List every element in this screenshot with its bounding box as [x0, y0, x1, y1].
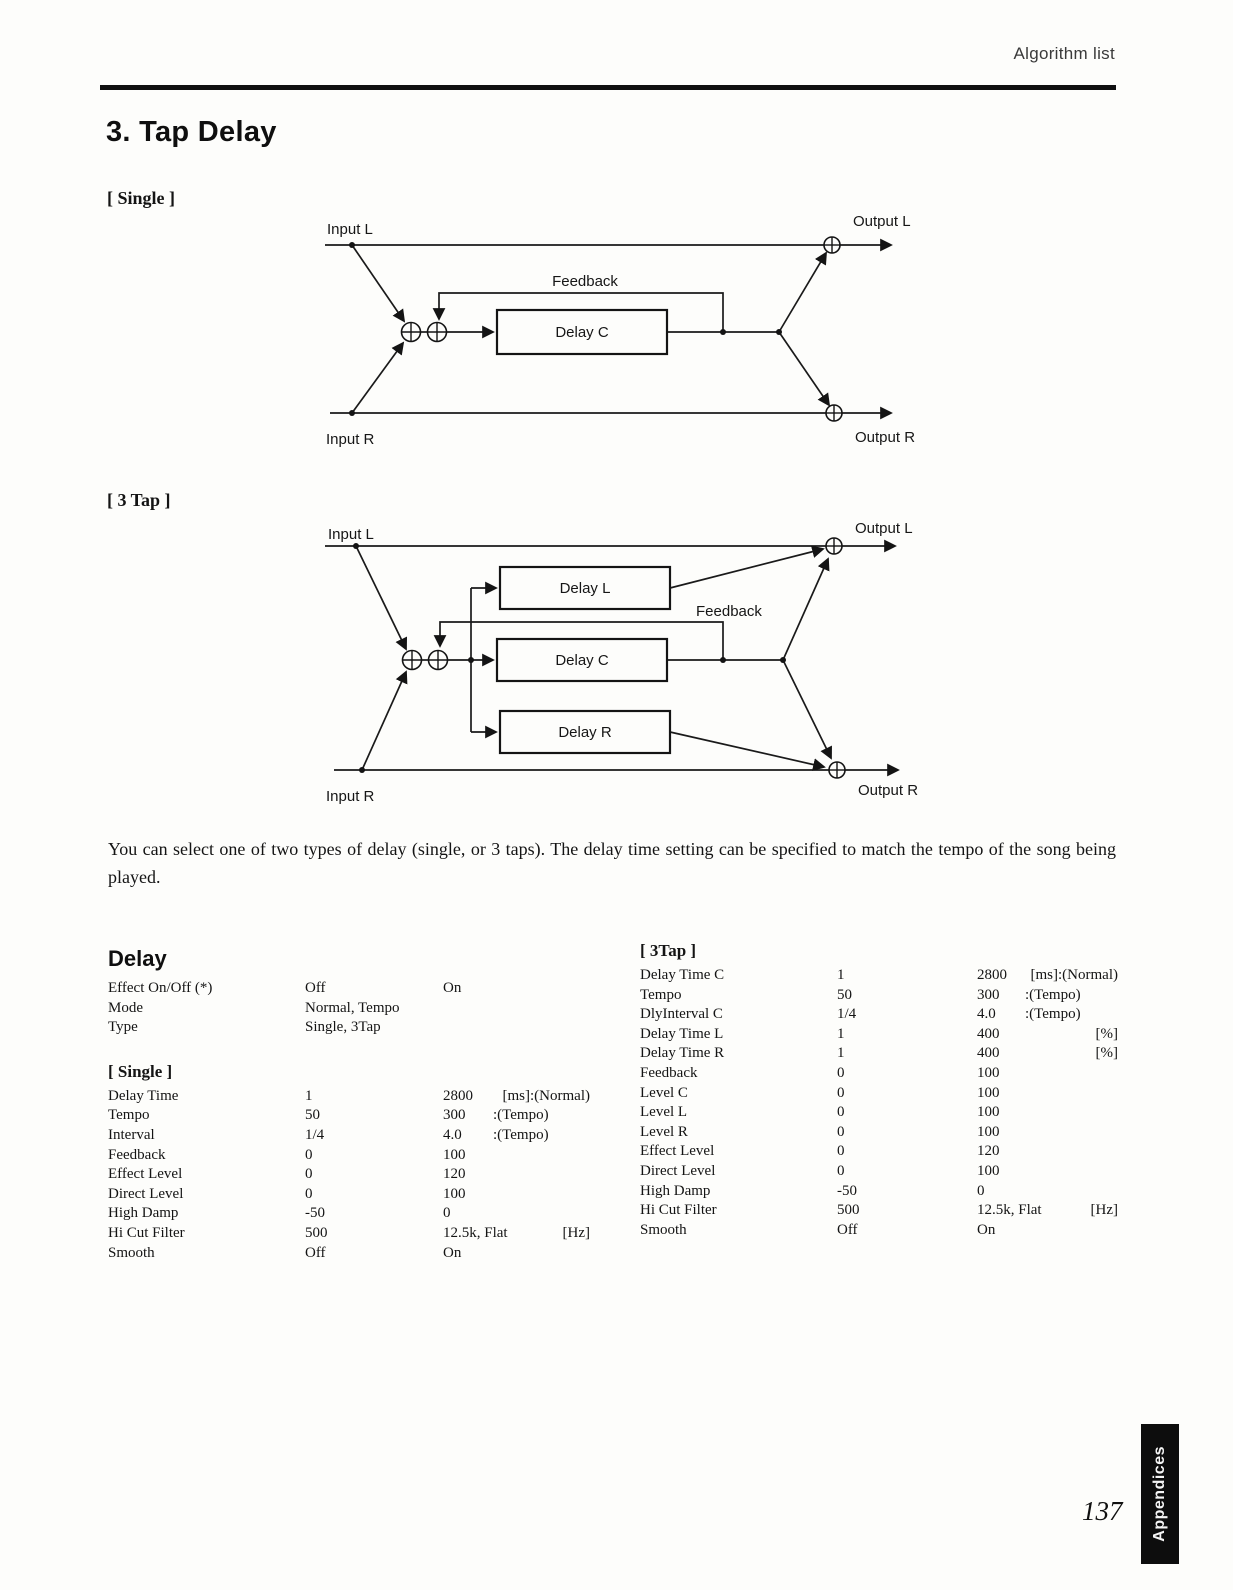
table-row [640, 1201, 1118, 1221]
param-value-min: 0 [837, 1084, 845, 1101]
junction-dot [353, 543, 359, 549]
three-tap-rows [640, 966, 1118, 1240]
param-name: Direct Level [108, 1185, 184, 1202]
junction-dot [780, 657, 786, 663]
three-tap-delay-diagram [0, 518, 1233, 818]
param-value-min: 1/4 [305, 1126, 325, 1143]
param-value-max [443, 999, 493, 1019]
param-name: Smooth [108, 1244, 155, 1261]
param-unit: [%] [1095, 1045, 1118, 1062]
input-r-label: Input R [326, 788, 375, 805]
feedback-label: Feedback [696, 603, 762, 620]
param-unit [493, 1165, 590, 1185]
param-unit [493, 999, 590, 1019]
output-r-label: Output R [858, 782, 919, 799]
split-up-wire [779, 253, 826, 332]
output-r-label: Output R [855, 429, 916, 446]
delay-table-title: Delay [108, 946, 167, 971]
param-value-min: 1 [837, 967, 845, 983]
junction-dot [349, 410, 355, 416]
table-row [108, 1146, 590, 1166]
output-l-label: Output L [853, 213, 911, 230]
param-name: Effect On/Off (*) [108, 980, 213, 996]
param-value-min: 0 [837, 1123, 845, 1140]
param-unit [493, 1018, 590, 1038]
param-value-max: 100 [443, 1185, 466, 1202]
table-row [640, 1142, 1118, 1162]
param-value-max: 120 [443, 1166, 466, 1183]
param-name: Feedback [108, 1146, 166, 1163]
running-header: Algorithm list [1013, 44, 1115, 63]
param-name: Tempo [640, 986, 682, 1003]
param-name: Smooth [640, 1221, 687, 1238]
three-tap-parameter-table [640, 941, 1118, 1240]
param-value-max: 100 [977, 1123, 1000, 1140]
param-unit [493, 979, 590, 999]
single-rows [108, 1087, 590, 1263]
table-row [108, 1126, 590, 1146]
delay-l-label: Delay L [559, 580, 611, 597]
param-unit: :(Tempo) [493, 1107, 549, 1124]
param-name: Interval [108, 1126, 155, 1143]
split-up-wire [783, 559, 828, 660]
junction-dot [720, 329, 726, 335]
table-row [640, 1162, 1118, 1182]
param-value-min: -50 [305, 1205, 325, 1222]
param-value-min: 1 [305, 1087, 313, 1104]
param-value-min: 0 [837, 1162, 845, 1179]
feedback-label: Feedback [552, 273, 618, 290]
description-paragraph: You can select one of two types of delay (single, or 3 taps). The delay time setting can be specified to match the tempo of the song being played. [108, 839, 1116, 887]
input-r-to-mixer-wire [352, 343, 403, 413]
param-unit: :(Tempo) [1025, 1006, 1081, 1023]
param-value-max [443, 1018, 493, 1038]
param-unit: [ms]:(Normal) [502, 1087, 590, 1104]
input-l-to-mixer-wire [352, 245, 404, 321]
param-value-min: Off [305, 980, 326, 996]
param-value-max: 0 [977, 1182, 985, 1199]
param-unit: [ms]:(Normal) [1030, 967, 1118, 983]
param-name: Mode [108, 999, 143, 1016]
param-name: Delay Time L [640, 1025, 724, 1042]
table-row [108, 1244, 590, 1264]
param-unit: [%] [1095, 1025, 1118, 1042]
param-unit [493, 1244, 590, 1264]
param-value-min: 1/4 [837, 1006, 857, 1023]
param-name: Hi Cut Filter [108, 1224, 185, 1241]
param-value-max: 400 [977, 1025, 1000, 1042]
table-row [108, 1087, 590, 1107]
param-value-max: 100 [977, 1084, 1000, 1101]
output-l-sum-node [824, 237, 840, 253]
input-l-label: Input L [327, 221, 373, 238]
input-r-to-mixer-wire [362, 672, 406, 770]
mixer-sum-node-2 [429, 651, 448, 670]
param-name: Direct Level [640, 1162, 716, 1179]
appendices-tab-label: Appendices [1151, 1446, 1168, 1542]
param-value-min: 0 [305, 1166, 313, 1183]
param-value-min: 0 [837, 1064, 845, 1081]
header-rule [100, 85, 1116, 90]
param-value-max: 12.5k, Flat [977, 1202, 1042, 1219]
param-name: Level C [640, 1084, 688, 1101]
mixer-sum-node-2 [428, 323, 447, 342]
section-title: 3. Tap Delay [106, 116, 277, 148]
param-value-max: 100 [977, 1162, 1000, 1179]
delay-l-out-wire [670, 549, 823, 588]
split-down-wire [783, 660, 831, 758]
param-value-min: 500 [837, 1202, 860, 1219]
output-l-sum-node [826, 538, 842, 554]
param-value-min: 1 [837, 1025, 845, 1042]
param-value-min: 50 [837, 986, 852, 1003]
param-value-max: 4.0 [443, 1126, 462, 1143]
param-value-min: 500 [305, 1224, 328, 1241]
param-value-max: 100 [977, 1064, 1000, 1081]
param-unit [1025, 1221, 1118, 1241]
delay-r-out-wire [670, 732, 824, 767]
param-value-min: Normal, Tempo [305, 999, 400, 1016]
junction-dot [720, 657, 726, 663]
junction-dot [349, 242, 355, 248]
param-unit: :(Tempo) [1025, 986, 1081, 1003]
input-r-label: Input R [326, 431, 375, 448]
param-value-min: 0 [305, 1185, 313, 1202]
table-row [108, 999, 590, 1019]
param-name: Level L [640, 1104, 688, 1121]
param-unit [493, 1204, 590, 1224]
param-value-min: Off [837, 1221, 858, 1238]
param-value-max: On [443, 980, 462, 996]
table-row [640, 1064, 1118, 1084]
param-unit: [Hz] [1090, 1202, 1118, 1219]
param-name: Delay Time R [640, 1045, 725, 1062]
param-unit: :(Tempo) [493, 1126, 549, 1143]
table-row [108, 1204, 590, 1224]
param-unit [1025, 1182, 1118, 1202]
page-number: 137 [1082, 1496, 1123, 1526]
single-table-subtitle: [ Single ] [108, 1061, 173, 1081]
appendices-side-tab [1141, 1424, 1179, 1564]
param-name: Delay Time [108, 1087, 179, 1104]
split-down-wire [779, 332, 829, 405]
param-unit [1025, 1162, 1118, 1182]
table-row [640, 1123, 1118, 1143]
table-row [640, 1084, 1118, 1104]
param-value-max: 12.5k, Flat [443, 1224, 508, 1241]
param-name: Effect Level [640, 1143, 715, 1160]
param-value-min: 1 [837, 1045, 845, 1062]
mixer-sum-node-1 [403, 651, 422, 670]
param-unit: [Hz] [562, 1224, 590, 1241]
param-value-max: 100 [443, 1146, 466, 1163]
output-r-sum-node [826, 405, 842, 421]
table-row [108, 1185, 590, 1205]
param-value-max: On [977, 1221, 996, 1238]
param-name: DlyInterval C [640, 1006, 723, 1023]
table-row [640, 1005, 1118, 1025]
three-tap-diagram-heading: [ 3 Tap ] [107, 490, 171, 510]
table-row [640, 1103, 1118, 1123]
param-value-min: Single, 3Tap [305, 1019, 381, 1036]
param-name: Tempo [108, 1107, 150, 1124]
param-value-max: 100 [977, 1104, 1000, 1121]
mixer-sum-node-1 [402, 323, 421, 342]
param-value-max: 2800 [443, 1087, 473, 1104]
input-l-to-mixer-wire [356, 546, 406, 649]
table-row [640, 1182, 1118, 1202]
table-row [640, 966, 1118, 986]
param-value-max: 2800 [977, 967, 1007, 983]
param-value-max: 0 [443, 1205, 451, 1222]
delay-parameter-table [108, 946, 590, 1263]
param-name: Delay Time C [640, 967, 725, 983]
table-row [108, 1165, 590, 1185]
table-row [108, 1018, 590, 1038]
param-unit [1025, 1064, 1118, 1084]
table-row [108, 979, 590, 999]
param-value-min: -50 [837, 1182, 857, 1199]
input-l-label: Input L [328, 526, 374, 543]
junction-dot [359, 767, 365, 773]
param-name: Feedback [640, 1064, 698, 1081]
param-unit [493, 1146, 590, 1166]
param-value-min: 0 [305, 1146, 313, 1163]
param-value-max: 4.0 [977, 1006, 996, 1023]
output-r-sum-node [829, 762, 845, 778]
param-value-min: Off [305, 1244, 326, 1261]
table-row [640, 986, 1118, 1006]
param-name: Hi Cut Filter [640, 1202, 717, 1219]
param-unit [1025, 1123, 1118, 1143]
delay-general-rows [108, 979, 590, 1038]
param-value-max: 300 [977, 986, 1000, 1003]
table-row [108, 1106, 590, 1126]
delay-c-label: Delay C [555, 652, 609, 669]
param-unit [1025, 1142, 1118, 1162]
param-unit [1025, 1103, 1118, 1123]
table-row [640, 1025, 1118, 1045]
output-l-label: Output L [855, 520, 913, 537]
param-value-min: 0 [837, 1104, 845, 1121]
param-name: Effect Level [108, 1166, 183, 1183]
param-name: Level R [640, 1123, 688, 1140]
table-row [640, 1044, 1118, 1064]
delay-r-label: Delay R [558, 724, 612, 741]
delay-c-label: Delay C [555, 324, 609, 341]
param-name: Type [108, 1019, 138, 1036]
param-value-max: 400 [977, 1045, 1000, 1062]
table-row [640, 1221, 1118, 1241]
param-unit [1025, 1084, 1118, 1104]
junction-dot [776, 329, 782, 335]
param-name: High Damp [108, 1205, 179, 1222]
param-unit [493, 1185, 590, 1205]
single-delay-diagram [0, 212, 1233, 457]
junction-dot [468, 657, 474, 663]
param-value-min: 50 [305, 1107, 320, 1124]
three-tap-table-subtitle: [ 3Tap ] [640, 941, 697, 960]
single-diagram-heading: [ Single ] [107, 188, 176, 208]
table-row [108, 1224, 590, 1244]
param-value-max: On [443, 1244, 462, 1261]
param-value-max: 120 [977, 1143, 1000, 1160]
param-value-max: 300 [443, 1107, 466, 1124]
param-name: High Damp [640, 1182, 711, 1199]
param-value-min: 0 [837, 1143, 845, 1160]
